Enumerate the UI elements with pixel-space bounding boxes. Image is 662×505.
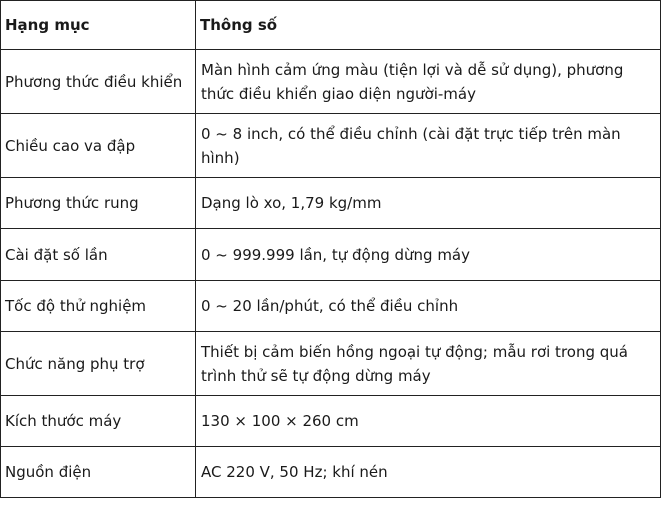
table-row [1,281,661,332]
row-value: 0 ~ 999.999 lần, tự động dừng máy [196,229,661,281]
row-value: 0 ~ 8 inch, có thể điều chỉnh (cài đặt trực tiếp trên màn hình) [196,114,661,178]
row-item: Tốc độ thử nghiệm [1,281,196,332]
table-header-row [1,1,661,50]
row-value: Dạng lò xo, 1,79 kg/mm [196,178,661,229]
table-row [1,50,661,114]
row-value: Màn hình cảm ứng màu (tiện lợi và dễ sử dụng), phương thức điều khiển giao diện người-máy [196,50,661,114]
table-row [1,396,661,447]
table-row [1,332,661,396]
row-item: Phương thức điều khiển [1,50,196,114]
header-item: Hạng mục [1,1,196,50]
header-spec: Thông số [196,1,661,50]
table-row [1,114,661,178]
row-value: AC 220 V, 50 Hz; khí nén [196,447,661,498]
row-item: Chức năng phụ trợ [1,332,196,396]
table-row [1,229,661,281]
row-item: Phương thức rung [1,178,196,229]
table-row [1,178,661,229]
row-item: Kích thước máy [1,396,196,447]
row-value: 0 ~ 20 lần/phút, có thể điều chỉnh [196,281,661,332]
row-item: Nguồn điện [1,447,196,498]
row-value: Thiết bị cảm biến hồng ngoại tự động; mẫu rơi trong quá trình thử sẽ tự động dừng máy [196,332,661,396]
row-item: Chiều cao va đập [1,114,196,178]
row-item: Cài đặt số lần [1,229,196,281]
row-value: 130 × 100 × 260 cm [196,396,661,447]
table-row [1,447,661,498]
